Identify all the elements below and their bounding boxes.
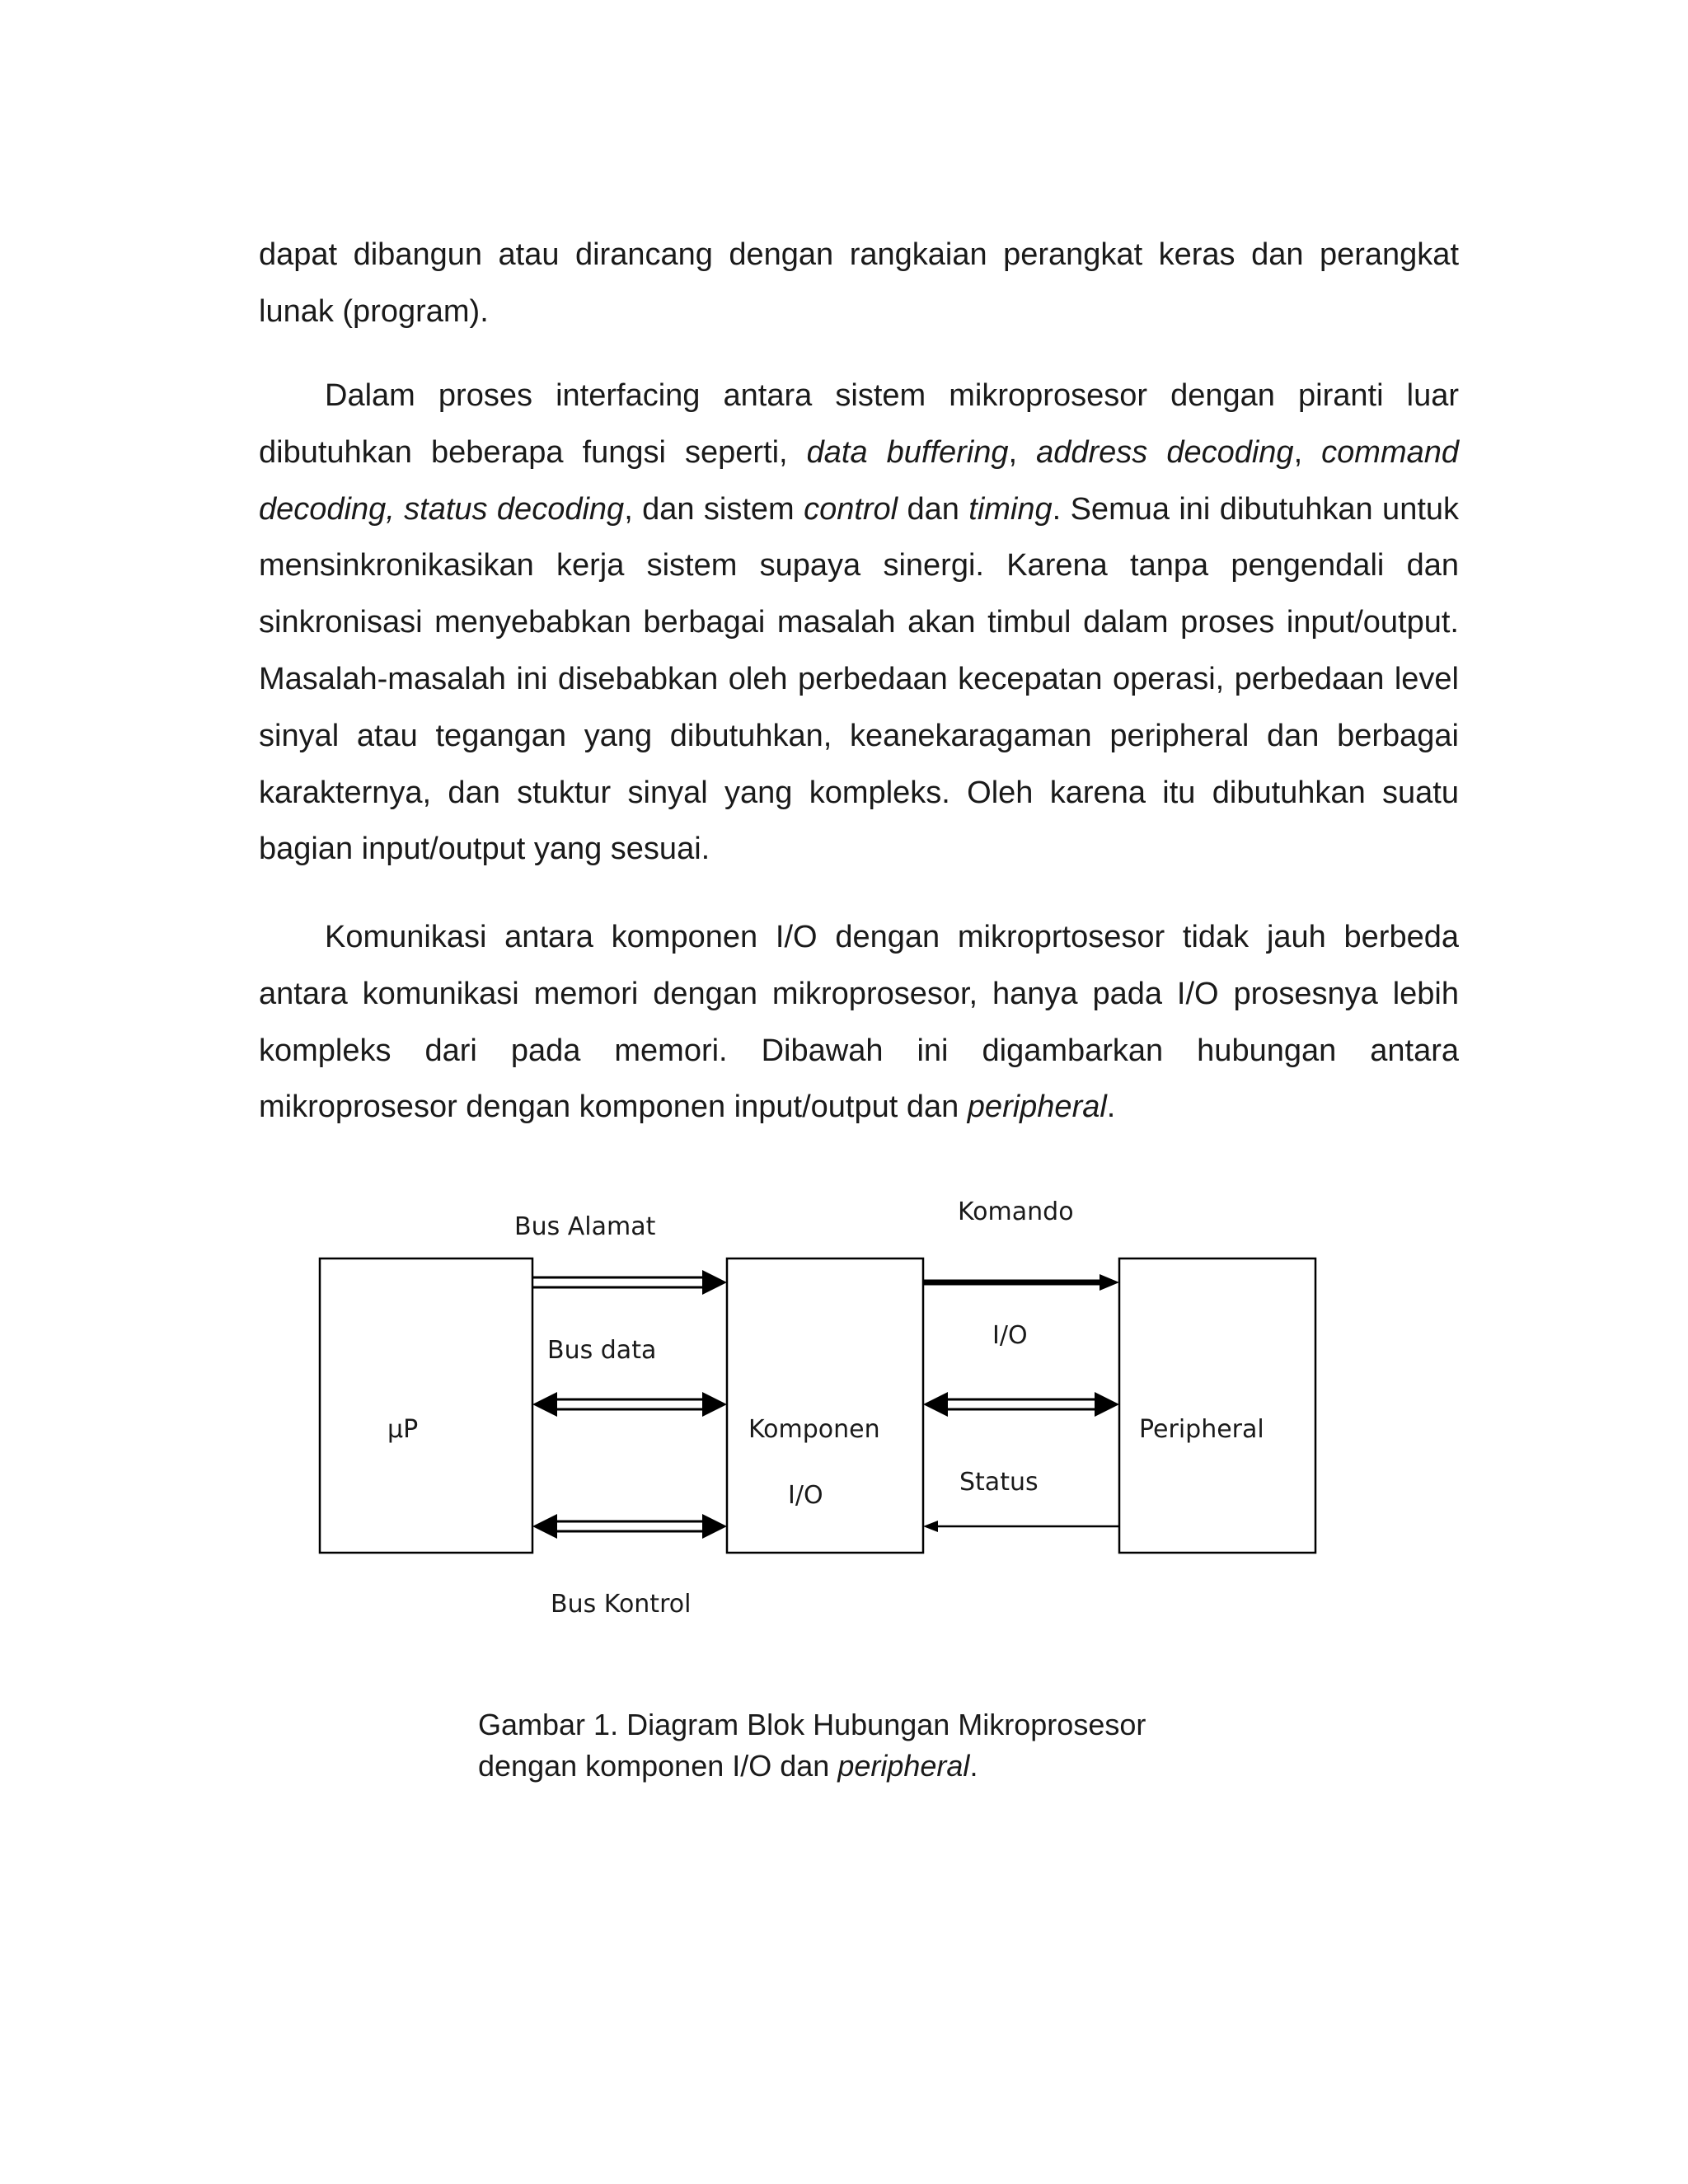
text-run: Dalam proses interfacing antara sistem mikroprosesor dengan piranti luar dibutuhkan beberapa fungsi seperti,	[259, 378, 1459, 470]
text-run: . Semua ini dibutuhkan untuk mensinkronikasikan kerja sistem supaya sinergi. Karena tanpa pengendali dan sinkronisasi menyebabkan berbagai masalah akan timbul dalam proses input/output. Masalah-masalah ini disebabkan oleh perbedaan kecepatan operasi, perbedaan level sinyal atau tegangan yang dibutuhkan, keanekaragaman peripheral dan berbagai karakternya, dan stuktur sinyal yang kompleks. Oleh karena itu dibutuhkan suatu bagian input/output yang sesuai.	[259, 491, 1460, 867]
caption-line-2-prefix: dengan komponen I/O dan	[478, 1749, 838, 1783]
italic-term: command decoding, status decoding	[259, 434, 1460, 527]
text-run: Komunikasi antara komponen I/O dengan mikroprtosesor tidak jauh berbeda antara komunikasi memori dengan mikroprosesor, hanya pada I/O prosesnya lebih kompleks dari pada memori. Dibawah ini digambarkan hubungan antara mikroprosesor dengan komponen input/output dan	[259, 920, 1459, 1125]
data-bus-label: Bus data	[547, 1336, 657, 1365]
italic-term: data buffering	[806, 434, 1009, 470]
io-component-block	[727, 1258, 923, 1553]
text-run: ,	[1293, 434, 1322, 470]
io-label: I/O	[992, 1321, 1028, 1350]
text-run: dapat dibangun atau dirancang dengan rangkaian perangkat keras dan perangkat lunak (program).	[259, 237, 1459, 329]
text-run: dan	[898, 491, 969, 527]
command-label: Komando	[958, 1197, 1074, 1226]
italic-term: control	[804, 491, 898, 527]
figure-caption	[478, 1704, 1146, 1787]
caption-line-1: Gambar 1. Diagram Blok Hubungan Mikroprosesor	[478, 1708, 1146, 1741]
control-bus-arrow	[532, 1514, 727, 1539]
text-run: ,	[1008, 434, 1037, 470]
status-arrow	[923, 1521, 1119, 1532]
data-bus-arrow	[532, 1392, 727, 1417]
io-component-label: Komponen	[748, 1415, 880, 1444]
italic-term: address decoding	[1036, 434, 1294, 470]
italic-term: peripheral	[967, 1090, 1107, 1125]
io-data-arrow	[923, 1392, 1119, 1417]
status-label: Status	[959, 1468, 1039, 1497]
caption-line-2-suffix: .	[969, 1749, 978, 1783]
command-arrow	[923, 1274, 1119, 1291]
control-bus-label: Bus Kontrol	[551, 1590, 692, 1619]
caption-line-2-italic: peripheral	[837, 1749, 970, 1783]
io-component-label-2: I/O	[788, 1481, 823, 1510]
caption-line-2	[478, 1746, 1146, 1787]
address-bus-label: Bus Alamat	[514, 1212, 656, 1241]
microprocessor-label: µP	[387, 1415, 419, 1444]
microprocessor-block	[320, 1258, 532, 1553]
peripheral-block	[1119, 1258, 1315, 1553]
peripheral-label: Peripheral	[1139, 1415, 1264, 1444]
address-bus-arrow	[532, 1270, 727, 1295]
text-run: , dan sistem	[624, 491, 804, 527]
text-run: .	[1106, 1090, 1116, 1125]
italic-term: timing	[968, 491, 1053, 527]
